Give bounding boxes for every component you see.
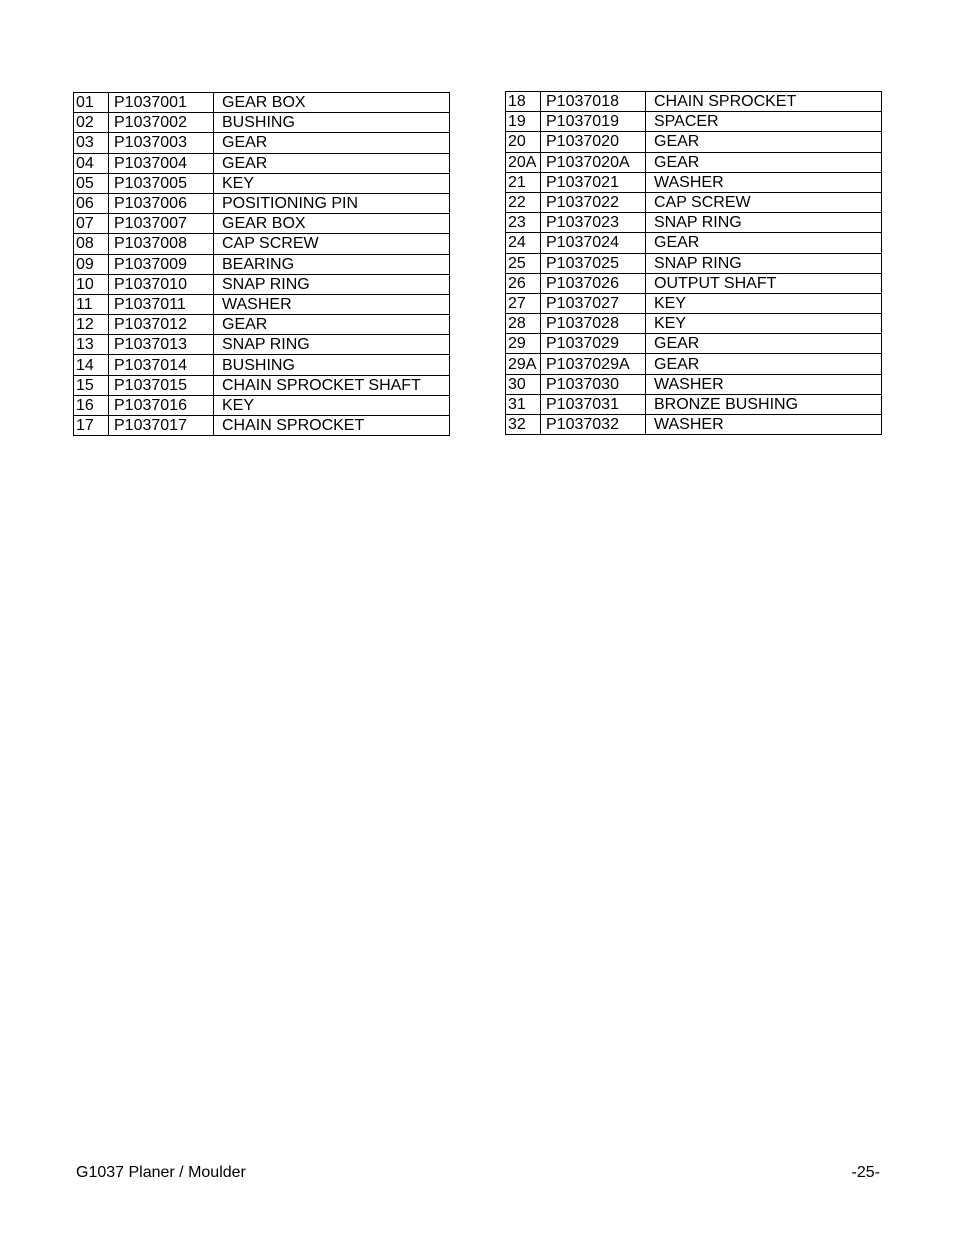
- description-cell: SNAP RING: [646, 253, 882, 273]
- part-number-cell: P1037011: [109, 294, 214, 314]
- table-row: [506, 293, 882, 313]
- ref-number-cell: 16: [74, 395, 109, 415]
- table-row: [506, 374, 882, 394]
- table-row: [74, 395, 450, 415]
- ref-number-cell: 27: [506, 293, 541, 313]
- table-row: [506, 192, 882, 212]
- part-number-cell: P1037020: [541, 132, 646, 152]
- description-cell: BUSHING: [214, 355, 450, 375]
- part-number-cell: P1037008: [109, 234, 214, 254]
- table-row: [506, 92, 882, 112]
- ref-number-cell: 21: [506, 172, 541, 192]
- description-cell: WASHER: [646, 374, 882, 394]
- part-number-cell: P1037023: [541, 213, 646, 233]
- description-cell: OUTPUT SHAFT: [646, 273, 882, 293]
- table-row: [74, 93, 450, 113]
- table-row: [74, 153, 450, 173]
- table-row: [74, 193, 450, 213]
- part-number-cell: P1037003: [109, 133, 214, 153]
- part-number-cell: P1037013: [109, 335, 214, 355]
- table-row: [506, 334, 882, 354]
- description-cell: CHAIN SPROCKET: [214, 416, 450, 436]
- ref-number-cell: 08: [74, 234, 109, 254]
- description-cell: GEAR: [214, 133, 450, 153]
- description-cell: GEAR: [646, 354, 882, 374]
- table-row: [74, 315, 450, 335]
- table-row: [506, 233, 882, 253]
- parts-table-body: [506, 92, 882, 435]
- part-number-cell: P1037032: [541, 415, 646, 435]
- table-row: [74, 173, 450, 193]
- ref-number-cell: 32: [506, 415, 541, 435]
- ref-number-cell: 14: [74, 355, 109, 375]
- ref-number-cell: 29A: [506, 354, 541, 374]
- ref-number-cell: 24: [506, 233, 541, 253]
- table-row: [506, 354, 882, 374]
- part-number-cell: P1037025: [541, 253, 646, 273]
- page-number: -25-: [851, 1164, 880, 1181]
- description-cell: WASHER: [646, 415, 882, 435]
- ref-number-cell: 02: [74, 113, 109, 133]
- ref-number-cell: 28: [506, 314, 541, 334]
- table-row: [74, 355, 450, 375]
- part-number-cell: P1037004: [109, 153, 214, 173]
- table-row: [74, 416, 450, 436]
- part-number-cell: P1037014: [109, 355, 214, 375]
- description-cell: SNAP RING: [214, 335, 450, 355]
- description-cell: CAP SCREW: [214, 234, 450, 254]
- ref-number-cell: 20: [506, 132, 541, 152]
- ref-number-cell: 06: [74, 193, 109, 213]
- ref-number-cell: 31: [506, 394, 541, 414]
- part-number-cell: P1037001: [109, 93, 214, 113]
- description-cell: SNAP RING: [646, 213, 882, 233]
- part-number-cell: P1037005: [109, 173, 214, 193]
- part-number-cell: P1037029A: [541, 354, 646, 374]
- part-number-cell: P1037030: [541, 374, 646, 394]
- description-cell: KEY: [646, 314, 882, 334]
- table-row: [506, 273, 882, 293]
- part-number-cell: P1037026: [541, 273, 646, 293]
- parts-table-body: [74, 93, 450, 436]
- part-number-cell: P1037028: [541, 314, 646, 334]
- part-number-cell: P1037007: [109, 214, 214, 234]
- part-number-cell: P1037020A: [541, 152, 646, 172]
- parts-table-right: [505, 91, 882, 435]
- description-cell: GEAR: [214, 153, 450, 173]
- description-cell: KEY: [214, 395, 450, 415]
- description-cell: GEAR BOX: [214, 93, 450, 113]
- ref-number-cell: 17: [74, 416, 109, 436]
- table-row: [506, 394, 882, 414]
- part-number-cell: P1037027: [541, 293, 646, 313]
- part-number-cell: P1037021: [541, 172, 646, 192]
- ref-number-cell: 05: [74, 173, 109, 193]
- part-number-cell: P1037029: [541, 334, 646, 354]
- ref-number-cell: 09: [74, 254, 109, 274]
- part-number-cell: P1037010: [109, 274, 214, 294]
- ref-number-cell: 18: [506, 92, 541, 112]
- description-cell: KEY: [646, 293, 882, 313]
- description-cell: KEY: [214, 173, 450, 193]
- description-cell: SNAP RING: [214, 274, 450, 294]
- table-row: [506, 152, 882, 172]
- table-row: [506, 213, 882, 233]
- table-row: [506, 112, 882, 132]
- ref-number-cell: 26: [506, 273, 541, 293]
- ref-number-cell: 13: [74, 335, 109, 355]
- part-number-cell: P1037015: [109, 375, 214, 395]
- ref-number-cell: 20A: [506, 152, 541, 172]
- ref-number-cell: 30: [506, 374, 541, 394]
- description-cell: WASHER: [214, 294, 450, 314]
- ref-number-cell: 12: [74, 315, 109, 335]
- table-row: [506, 172, 882, 192]
- description-cell: GEAR BOX: [214, 214, 450, 234]
- table-row: [74, 294, 450, 314]
- table-row: [74, 214, 450, 234]
- table-row: [506, 314, 882, 334]
- description-cell: CHAIN SPROCKET: [646, 92, 882, 112]
- description-cell: WASHER: [646, 172, 882, 192]
- ref-number-cell: 07: [74, 214, 109, 234]
- part-number-cell: P1037019: [541, 112, 646, 132]
- description-cell: GEAR: [214, 315, 450, 335]
- ref-number-cell: 15: [74, 375, 109, 395]
- part-number-cell: P1037002: [109, 113, 214, 133]
- ref-number-cell: 25: [506, 253, 541, 273]
- ref-number-cell: 23: [506, 213, 541, 233]
- ref-number-cell: 22: [506, 192, 541, 212]
- description-cell: GEAR: [646, 132, 882, 152]
- part-number-cell: P1037016: [109, 395, 214, 415]
- part-number-cell: P1037022: [541, 192, 646, 212]
- description-cell: CHAIN SPROCKET SHAFT: [214, 375, 450, 395]
- ref-number-cell: 01: [74, 93, 109, 113]
- table-row: [506, 132, 882, 152]
- table-row: [74, 254, 450, 274]
- description-cell: CAP SCREW: [646, 192, 882, 212]
- parts-table-left: [73, 92, 450, 436]
- part-number-cell: P1037012: [109, 315, 214, 335]
- description-cell: SPACER: [646, 112, 882, 132]
- table-row: [74, 375, 450, 395]
- description-cell: BUSHING: [214, 113, 450, 133]
- table-row: [74, 274, 450, 294]
- ref-number-cell: 11: [74, 294, 109, 314]
- ref-number-cell: 29: [506, 334, 541, 354]
- description-cell: GEAR: [646, 152, 882, 172]
- description-cell: GEAR: [646, 233, 882, 253]
- part-number-cell: P1037009: [109, 254, 214, 274]
- description-cell: BEARING: [214, 254, 450, 274]
- ref-number-cell: 10: [74, 274, 109, 294]
- part-number-cell: P1037024: [541, 233, 646, 253]
- description-cell: GEAR: [646, 334, 882, 354]
- table-row: [74, 113, 450, 133]
- ref-number-cell: 03: [74, 133, 109, 153]
- table-row: [74, 335, 450, 355]
- part-number-cell: P1037006: [109, 193, 214, 213]
- part-number-cell: P1037031: [541, 394, 646, 414]
- table-row: [74, 133, 450, 153]
- table-row: [506, 415, 882, 435]
- table-row: [74, 234, 450, 254]
- footer-title: G1037 Planer / Moulder: [76, 1164, 246, 1181]
- ref-number-cell: 04: [74, 153, 109, 173]
- part-number-cell: P1037018: [541, 92, 646, 112]
- table-row: [506, 253, 882, 273]
- description-cell: POSITIONING PIN: [214, 193, 450, 213]
- description-cell: BRONZE BUSHING: [646, 394, 882, 414]
- part-number-cell: P1037017: [109, 416, 214, 436]
- ref-number-cell: 19: [506, 112, 541, 132]
